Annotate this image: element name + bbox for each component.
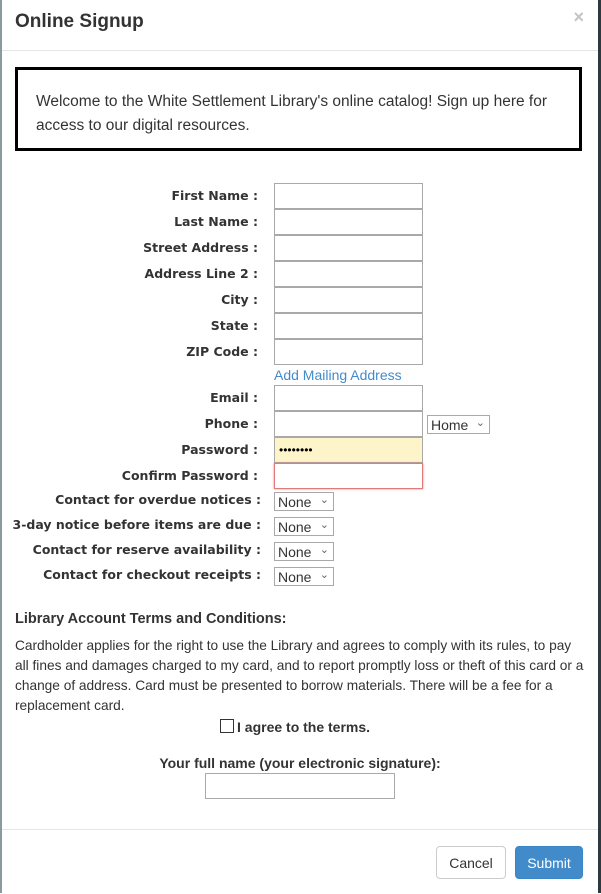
city-label: City :	[221, 292, 258, 307]
last-name-input[interactable]	[274, 209, 423, 235]
street-address-row	[2, 235, 598, 261]
reserve-availability-row	[2, 541, 598, 567]
welcome-box	[15, 67, 582, 151]
email-row	[2, 385, 598, 411]
due-notice-value: None	[278, 519, 312, 535]
address-line2-input[interactable]	[274, 261, 423, 287]
terms-text: Cardholder applies for the right to use the Library and agrees to comply with its rules, to pay all fines and damages charged to my card, and to report promptly loss or theft of this card or a change of address. Card must be presented to borrow materials. There will be a fee for a replacement card.	[15, 638, 584, 713]
confirm-password-label: Confirm Password :	[121, 468, 258, 483]
password-label: Password :	[181, 442, 258, 457]
phone-label: Phone :	[204, 416, 258, 431]
checkout-receipts-row	[2, 566, 598, 592]
phone-row	[2, 411, 598, 437]
phone-type-select[interactable]	[427, 415, 490, 434]
overdue-notices-label: Contact for overdue notices :	[55, 492, 261, 507]
first-name-input[interactable]	[274, 183, 423, 209]
city-row	[2, 287, 598, 313]
zip-code-input[interactable]	[274, 339, 423, 365]
overdue-notices-select[interactable]	[274, 492, 334, 511]
submit-button[interactable]: Submit	[515, 846, 583, 879]
confirm-password-row	[2, 463, 598, 489]
chevron-down-icon: ⌄	[319, 494, 329, 506]
last-name-label: Last Name :	[174, 214, 258, 229]
last-name-row	[2, 209, 598, 235]
overdue-notices-value: None	[278, 494, 312, 510]
confirm-password-input[interactable]	[274, 463, 423, 489]
checkout-receipts-select[interactable]	[274, 567, 334, 586]
email-input[interactable]	[274, 385, 423, 411]
due-notice-row	[2, 516, 598, 542]
cancel-button[interactable]: Cancel	[436, 846, 506, 879]
modal-title: Online Signup	[15, 11, 144, 32]
signature-label: Your full name (your electronic signature):	[159, 755, 441, 771]
email-label: Email :	[210, 390, 258, 405]
signup-modal	[2, 0, 598, 893]
checkout-receipts-label: Contact for checkout receipts :	[43, 567, 261, 582]
modal-header	[2, 0, 598, 51]
password-row	[2, 437, 598, 463]
due-notice-label: 3-day notice before items are due :	[12, 517, 261, 532]
close-icon[interactable]: ×	[573, 7, 584, 27]
chevron-down-icon: ⌄	[475, 417, 485, 429]
checkout-receipts-value: None	[278, 569, 312, 585]
street-address-label: Street Address :	[143, 240, 258, 255]
zip-code-row	[2, 339, 598, 365]
agree-checkbox[interactable]	[220, 719, 234, 733]
add-mailing-address-link[interactable]: Add Mailing Address	[274, 367, 402, 383]
phone-input[interactable]	[274, 411, 423, 437]
zip-code-label: ZIP Code :	[186, 344, 258, 359]
welcome-text: Welcome to the White Settlement Library's online catalog! Sign up here for access to our digital resources.	[36, 93, 547, 134]
state-label: State :	[210, 318, 258, 333]
signature-input[interactable]	[205, 773, 395, 799]
first-name-row	[2, 183, 598, 209]
reserve-availability-value: None	[278, 544, 312, 560]
phone-type-value: Home	[431, 417, 469, 433]
address-line2-label: Address Line 2 :	[144, 266, 258, 281]
street-address-input[interactable]	[274, 235, 423, 261]
modal-footer	[2, 829, 598, 894]
city-input[interactable]	[274, 287, 423, 313]
agree-terms	[220, 719, 370, 735]
password-input[interactable]	[274, 437, 423, 463]
due-notice-select[interactable]	[274, 517, 334, 536]
agree-label: I agree to the terms.	[237, 719, 371, 735]
chevron-down-icon: ⌄	[319, 569, 329, 581]
state-input[interactable]	[274, 313, 423, 339]
reserve-availability-label: Contact for reserve availability :	[32, 542, 261, 557]
chevron-down-icon: ⌄	[319, 544, 329, 556]
overdue-notices-row	[2, 491, 598, 517]
address-line2-row	[2, 261, 598, 287]
state-row	[2, 313, 598, 339]
password-value: ••••••••	[279, 443, 313, 457]
reserve-availability-select[interactable]	[274, 542, 334, 561]
first-name-label: First Name :	[171, 188, 258, 203]
terms-heading: Library Account Terms and Conditions:	[15, 611, 287, 627]
chevron-down-icon: ⌄	[319, 519, 329, 531]
